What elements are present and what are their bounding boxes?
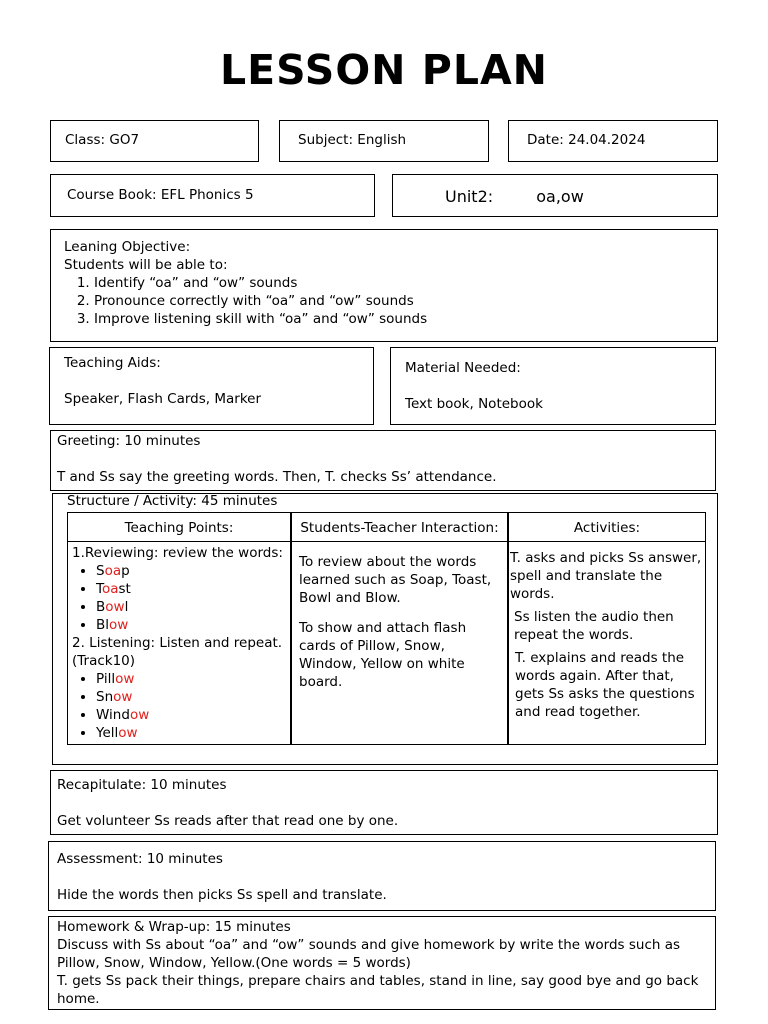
- review-word: • Bowl: [96, 598, 290, 616]
- unit-label: Unit2:: [445, 187, 494, 206]
- class-box: [50, 120, 259, 162]
- unit-box: [392, 174, 718, 217]
- review-word-list: [72, 562, 290, 634]
- objective-item: 3. Improve listening skill with “oa” and “ow” sounds: [94, 310, 717, 328]
- assessment-text: Hide the words then picks Ss spell and translate.: [57, 887, 387, 903]
- listen-word: • Yellow: [96, 724, 290, 742]
- teaching-aids-heading: Teaching Aids:: [64, 355, 161, 371]
- material-heading: Material Needed:: [405, 360, 521, 376]
- listening-heading: 2. Listening: Listen and repeat.: [72, 635, 283, 651]
- objective-box: [50, 229, 718, 342]
- listen-word-list: [72, 670, 290, 742]
- assessment-box: [48, 841, 716, 911]
- review-word: • Soap: [96, 562, 290, 580]
- subject-box: [279, 120, 489, 162]
- course-book-label: Course Book: EFL Phonics 5: [67, 187, 254, 203]
- teaching-points-cell: [67, 541, 291, 745]
- recapitulate-heading: Recapitulate: 10 minutes: [57, 777, 227, 793]
- homework-heading: Homework & Wrap-up: 15 minutes: [57, 919, 291, 935]
- homework-text-2: T. gets Ss pack their things, prepare chairs and tables, stand in line, say good bye and go back home.: [57, 973, 699, 1007]
- teaching-aids-text: Speaker, Flash Cards, Marker: [64, 391, 262, 407]
- greeting-text: T and Ss say the greeting words. Then, T. checks Ss’ attendance.: [57, 469, 497, 485]
- col-header-activities: Activities:: [508, 512, 706, 542]
- page-title: LESSON PLAN: [219, 46, 548, 94]
- course-book-box: [50, 174, 375, 217]
- track-label: (Track10): [72, 653, 136, 669]
- listen-word: • Snow: [96, 688, 290, 706]
- date-label: Date: 24.04.2024: [527, 132, 646, 148]
- material-box: [390, 347, 716, 425]
- review-word: • Blow: [96, 616, 290, 634]
- objective-heading: Leaning Objective:: [64, 239, 191, 255]
- review-word: • Toast: [96, 580, 290, 598]
- greeting-box: [50, 430, 716, 491]
- col-header-interaction: Students-Teacher Interaction:: [291, 512, 508, 542]
- activity-text-2: Ss listen the audio then repeat the words.: [514, 609, 674, 643]
- recapitulate-box: [50, 770, 718, 835]
- date-box: [508, 120, 718, 162]
- objective-item: 2. Pronounce correctly with “oa” and “ow” sounds: [94, 292, 717, 310]
- listen-word: • Pillow: [96, 670, 290, 688]
- structure-heading: Structure / Activity: 45 minutes: [67, 493, 278, 509]
- col-header-teaching-points: Teaching Points:: [67, 512, 291, 542]
- activity-text-3: T. explains and reads the words again. After that, gets Ss asks the questions and read together.: [515, 650, 695, 720]
- teaching-aids-box: [49, 347, 374, 425]
- activities-cell: [508, 541, 706, 745]
- interaction-cell: [291, 541, 508, 745]
- activity-text-1: T. asks and picks Ss answer, spell and translate the words.: [510, 550, 702, 602]
- class-label: Class: GO7: [65, 132, 140, 148]
- assessment-heading: Assessment: 10 minutes: [57, 851, 223, 867]
- greeting-heading: Greeting: 10 minutes: [57, 433, 201, 449]
- recapitulate-text: Get volunteer Ss reads after that read one by one.: [57, 813, 399, 829]
- objective-intro: Students will be able to:: [64, 257, 228, 273]
- interaction-text-2: To show and attach flash cards of Pillow, Snow, Window, Yellow on white board.: [299, 620, 467, 690]
- unit-value: oa,ow: [536, 187, 584, 206]
- material-text: Text book, Notebook: [405, 396, 543, 412]
- homework-text-1: Discuss with Ss about “oa” and “ow” sounds and give homework by write the words such as Pillow, Snow, Window, Yellow.(One words = 5 words): [57, 937, 681, 971]
- interaction-text-1: To review about the words learned such as Soap, Toast, Bowl and Blow.: [299, 554, 492, 606]
- subject-label: Subject: English: [298, 132, 407, 148]
- homework-box: [48, 916, 716, 1010]
- listen-word: • Window: [96, 706, 290, 724]
- objective-item: 1. Identify “oa” and “ow” sounds: [94, 274, 717, 292]
- objective-list: [64, 274, 717, 328]
- reviewing-heading: 1.Reviewing: review the words:: [72, 545, 283, 561]
